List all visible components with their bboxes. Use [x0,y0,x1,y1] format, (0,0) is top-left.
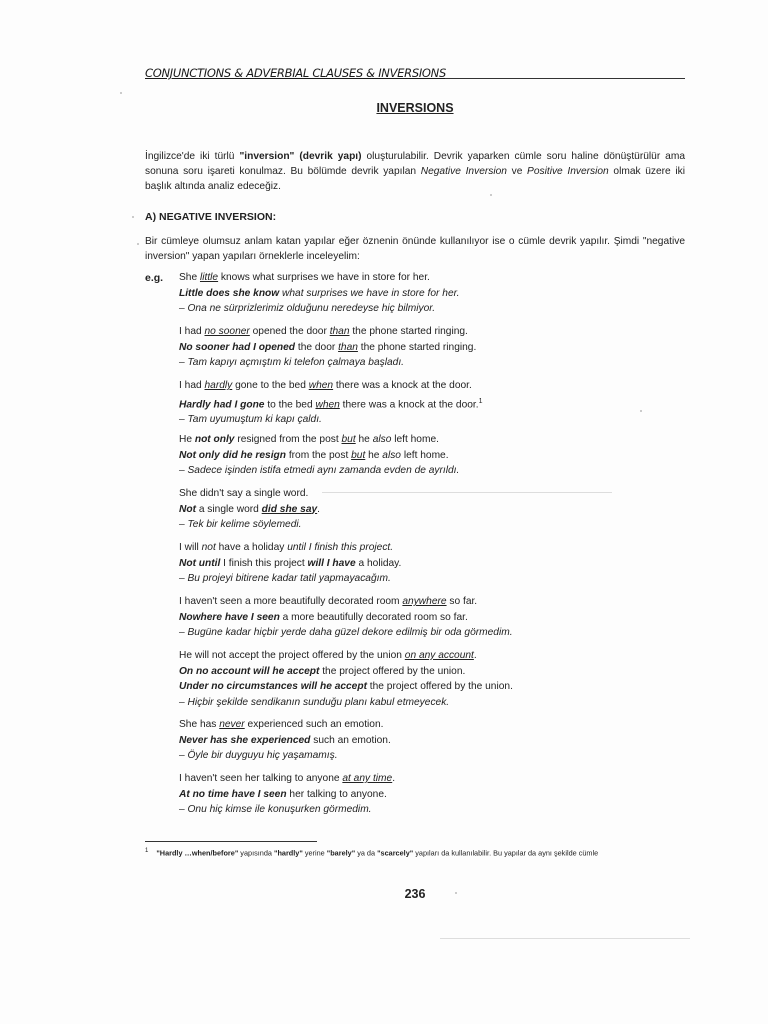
example-inversion: Little does she know what surprises we have in store for her. [179,287,460,299]
example-inversion: Not until I finish this project will I have a holiday. [179,557,402,569]
example-block [179,717,679,764]
example-sentence: I will not have a holiday until I finish this project. [179,542,394,553]
example-translation: – Tam uyumuştum ki kapı çaldı. [179,414,322,426]
example-sentence: She didn't say a single word. [179,488,309,499]
scan-artifact [640,410,642,412]
example-block [179,594,679,641]
example-inversion: Not only did he resign from the post but he also left home. [179,449,449,461]
example-inversion: On no account will he accept the project offered by the union. [179,665,466,677]
section-paragraph: Bir cümleye olumsuz anlam katan yapılar eğer öznenin önünde kullanılıyor ise o cümle devrik yapılır. Şimdi "negative inversion" yapan yapıları örneklerle inceleyelim: [145,236,685,262]
example-sentence: He will not accept the project offered by the union on any account. [179,650,477,661]
header-text: CONJUNCTIONS & ADVERBIAL CLAUSES & INVERSIONS [145,66,446,80]
example-sentence: I had hardly gone to the bed when there was a knock at the door. [179,380,472,391]
example-inversion: Hardly had I gone to the bed when there was a knock at the door.$^1$ [179,397,483,410]
scan-artifact [120,92,122,94]
example-sentence: I haven't seen her talking to anyone at any time. [179,773,396,784]
intro-text: oluşturulabilir. Devrik yaparken cümle soru haline dönüştürülür ama sonuna soru işareti konulmaz. Bu bölümde devrik yapılan [145,151,685,177]
example-block [179,432,679,479]
example-translation: – Öyle bir duyguyu hiç yaşamamış. [179,750,338,761]
scan-artifact [440,938,690,939]
example-translation: – Bu projeyi bitirene kadar tatil yapmayacağım. [179,573,391,584]
example-translation: – Bugüne kadar hiçbir yerde daha güzel dekore edilmiş bir oda görmedim. [179,627,513,638]
scan-artifact [490,194,492,196]
example-translation: – Tek bir kelime söylemedi. [179,519,302,530]
footnote-ref: 1 [478,397,483,405]
example-inversion: No sooner had I opened the door than the phone started ringing. [179,341,477,353]
scan-artifact [455,892,457,894]
example-block [179,771,679,818]
eg-label: e.g. [145,272,164,284]
intro-term-negative: Negative Inversion [420,166,507,177]
section-heading: A) NEGATIVE INVERSION: [145,211,277,223]
example-block [179,324,679,371]
example-inversion: Never has she experienced such an emotion. [179,734,391,746]
example-translation: – Ona ne sürprizlerimiz olduğunu neredeyse hiç bilmiyor. [179,303,436,314]
example-inversion: At no time have I seen her talking to anyone. [179,788,387,800]
intro-text: olmak üzere iki başlık altında analiz edeceğiz. [145,166,686,192]
example-block [179,378,679,428]
example-sentence: She little knows what surprises we have in store for her. [179,272,430,283]
intro-paragraph [145,149,685,194]
intro-term-positive: Positive Inversion [527,166,609,177]
example-inversion: Nowhere have I seen a more beautifully decorated room so far. [179,611,468,623]
example-sentence: He not only resigned from the post but he also left home. [179,434,439,445]
example-sentence: She has never experienced such an emotion. [179,719,384,730]
example-inversion-alt: Under no circumstances will he accept the project offered by the union. [179,681,513,692]
intro-text: İngilizce'de iki türlü [145,151,240,162]
example-translation: – Hiçbir şekilde sendikanın sunduğu planı kabul etmeyecek. [179,696,450,708]
example-translation: – Onu hiç kimse ile konuşurken görmedim. [179,804,372,815]
header-rule [445,78,685,79]
example-translation: – Tam kapıyı açmıştım ki telefon çalmaya başladı. [179,357,404,368]
scan-artifact [137,243,139,245]
example-inversion: Not a single word did she say. [179,503,321,515]
footnote-rule [145,841,317,842]
example-translation: – Sadece işinden istifa etmedi aynı zamanda evden de ayrıldı. [179,465,460,476]
example-block [179,648,679,710]
page-number: 236 [404,887,426,901]
running-header [145,64,685,82]
footnote: $^1$ "Hardly …when/before" yapısında "hardly" yerine "barely" ya da "scarcely" yapıları da kullanılabilir. Bu yapılar da aynı şekilde cümle [145,848,599,858]
page-title: INVERSIONS [376,101,454,115]
scan-artifact [322,492,612,493]
intro-term: "inversion" (devrik yapı) [239,151,362,162]
scan-artifact [132,216,134,218]
example-sentence: I haven't seen a more beautifully decorated room anywhere so far. [179,596,478,607]
footnote-mark: 1 [145,848,149,854]
intro-text: ve [506,166,528,177]
example-sentence: I had no sooner opened the door than the phone started ringing. [179,326,468,337]
example-block [179,540,679,587]
example-block [179,270,679,317]
